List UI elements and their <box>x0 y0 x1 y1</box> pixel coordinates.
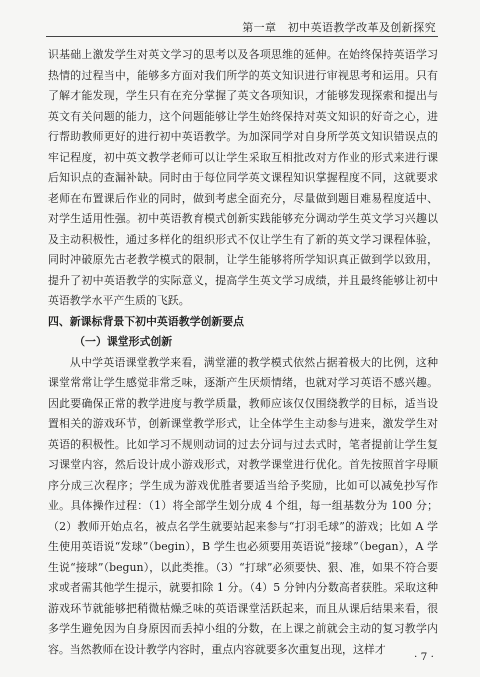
header-rule <box>46 36 438 37</box>
page-body <box>48 45 438 656</box>
paragraph: 从中学英语课堂教学来看，满堂灌的教学模式依然占据着极大的比例，这种课堂常常让学生感觉非常乏味，逐渐产生厌烦情绪，也就对学习英语不感兴趣。因此要确保正常的教学进度与教学质量，教师应该仅仅围绕教学的目标，适当设置相关的游戏环节，创新课堂教学形式，让全体学生主动参与进来，激发学生对英语的积极性。比如学习不规则动词的过去分词与过去式时，笔者提前让学生复习课堂内容，然后设计成小游戏形式，对教学课堂进行优化。首先按照首字母顺序分成三次程序；学生成为游戏优胜者要适当给予奖励，比如可以减免抄写作业。具体操作过程：（1）将全部学生划分成 4 个组，每一组基数分为 100 分；（2）教师开始点名，被点名学生就要站起来参与“打羽毛球”的游戏；比如 A 学生使用英语说“发球”（begin），B 学生也必须要用英语说“接球”（began），A 学生说“接球”（begun），以此类推。（3）“打球”必须要快、狠、准，如果不符合要求或者需其他学生提示，就要扣除 1 分。（4）5 分钟内分数高者获胜。采取这种游戏环节就能够把稍微枯燥乏味的英语课堂活跃起来，而且从课后结果来看，很多学生避免因为自身原因而丢掉小组的分数，在上课之前就会主动的复习教学内容。当然教师在设计教学内容时，重点内容就要多次重复出现，这样才 <box>48 355 438 656</box>
paragraph-continued: 识基础上激发学生对英文学习的思考以及各项思维的延伸。在始终保持英语学习热情的过程当中，能够多方面对我们所学的英文知识进行审视思考和运用。只有了解才能发现，学生只有在充分掌握了英文各项知识，才能够发现探索和提出与英文有关问题的能力，这个问题能够让学生始终保持对英文知识的好奇之心，进行帮助教师更好的进行初中英语教学。为加深同学对自身所学英文知识错误点的牢记程度，初中英文教学老师可以让学生采取互相批改对方作业的形式来进行课后知识点的查漏补缺。同时由于每位同学英文课程知识掌握程度不同，这就要求老师在布置课后作业的同时，做到考虑全面充分，尽量做到题目难易程度适中、对学生适用性强。初中英语教育模式创新实践能够充分调动学生英文学习兴趣以及主动积极性，通过多样化的组织形式不仅让学生有了新的英文学习课程体验，同时冲破原先古老教学模式的限制，让学生能够将所学知识真正做到学以致用，提升了初中英语教学的实际意义，提高学生英文学习成绩，并且最终能够让初中英语教学水平产生质的飞跃。 <box>48 48 438 307</box>
subsection-heading: （一）课堂形式创新 <box>74 335 173 348</box>
page-number: · 7 · <box>413 651 434 663</box>
running-head: 第一章 初中英语教学改革及创新探究 <box>242 21 436 34</box>
section-heading: 四、新课标背景下初中英语教学创新要点 <box>48 314 245 328</box>
